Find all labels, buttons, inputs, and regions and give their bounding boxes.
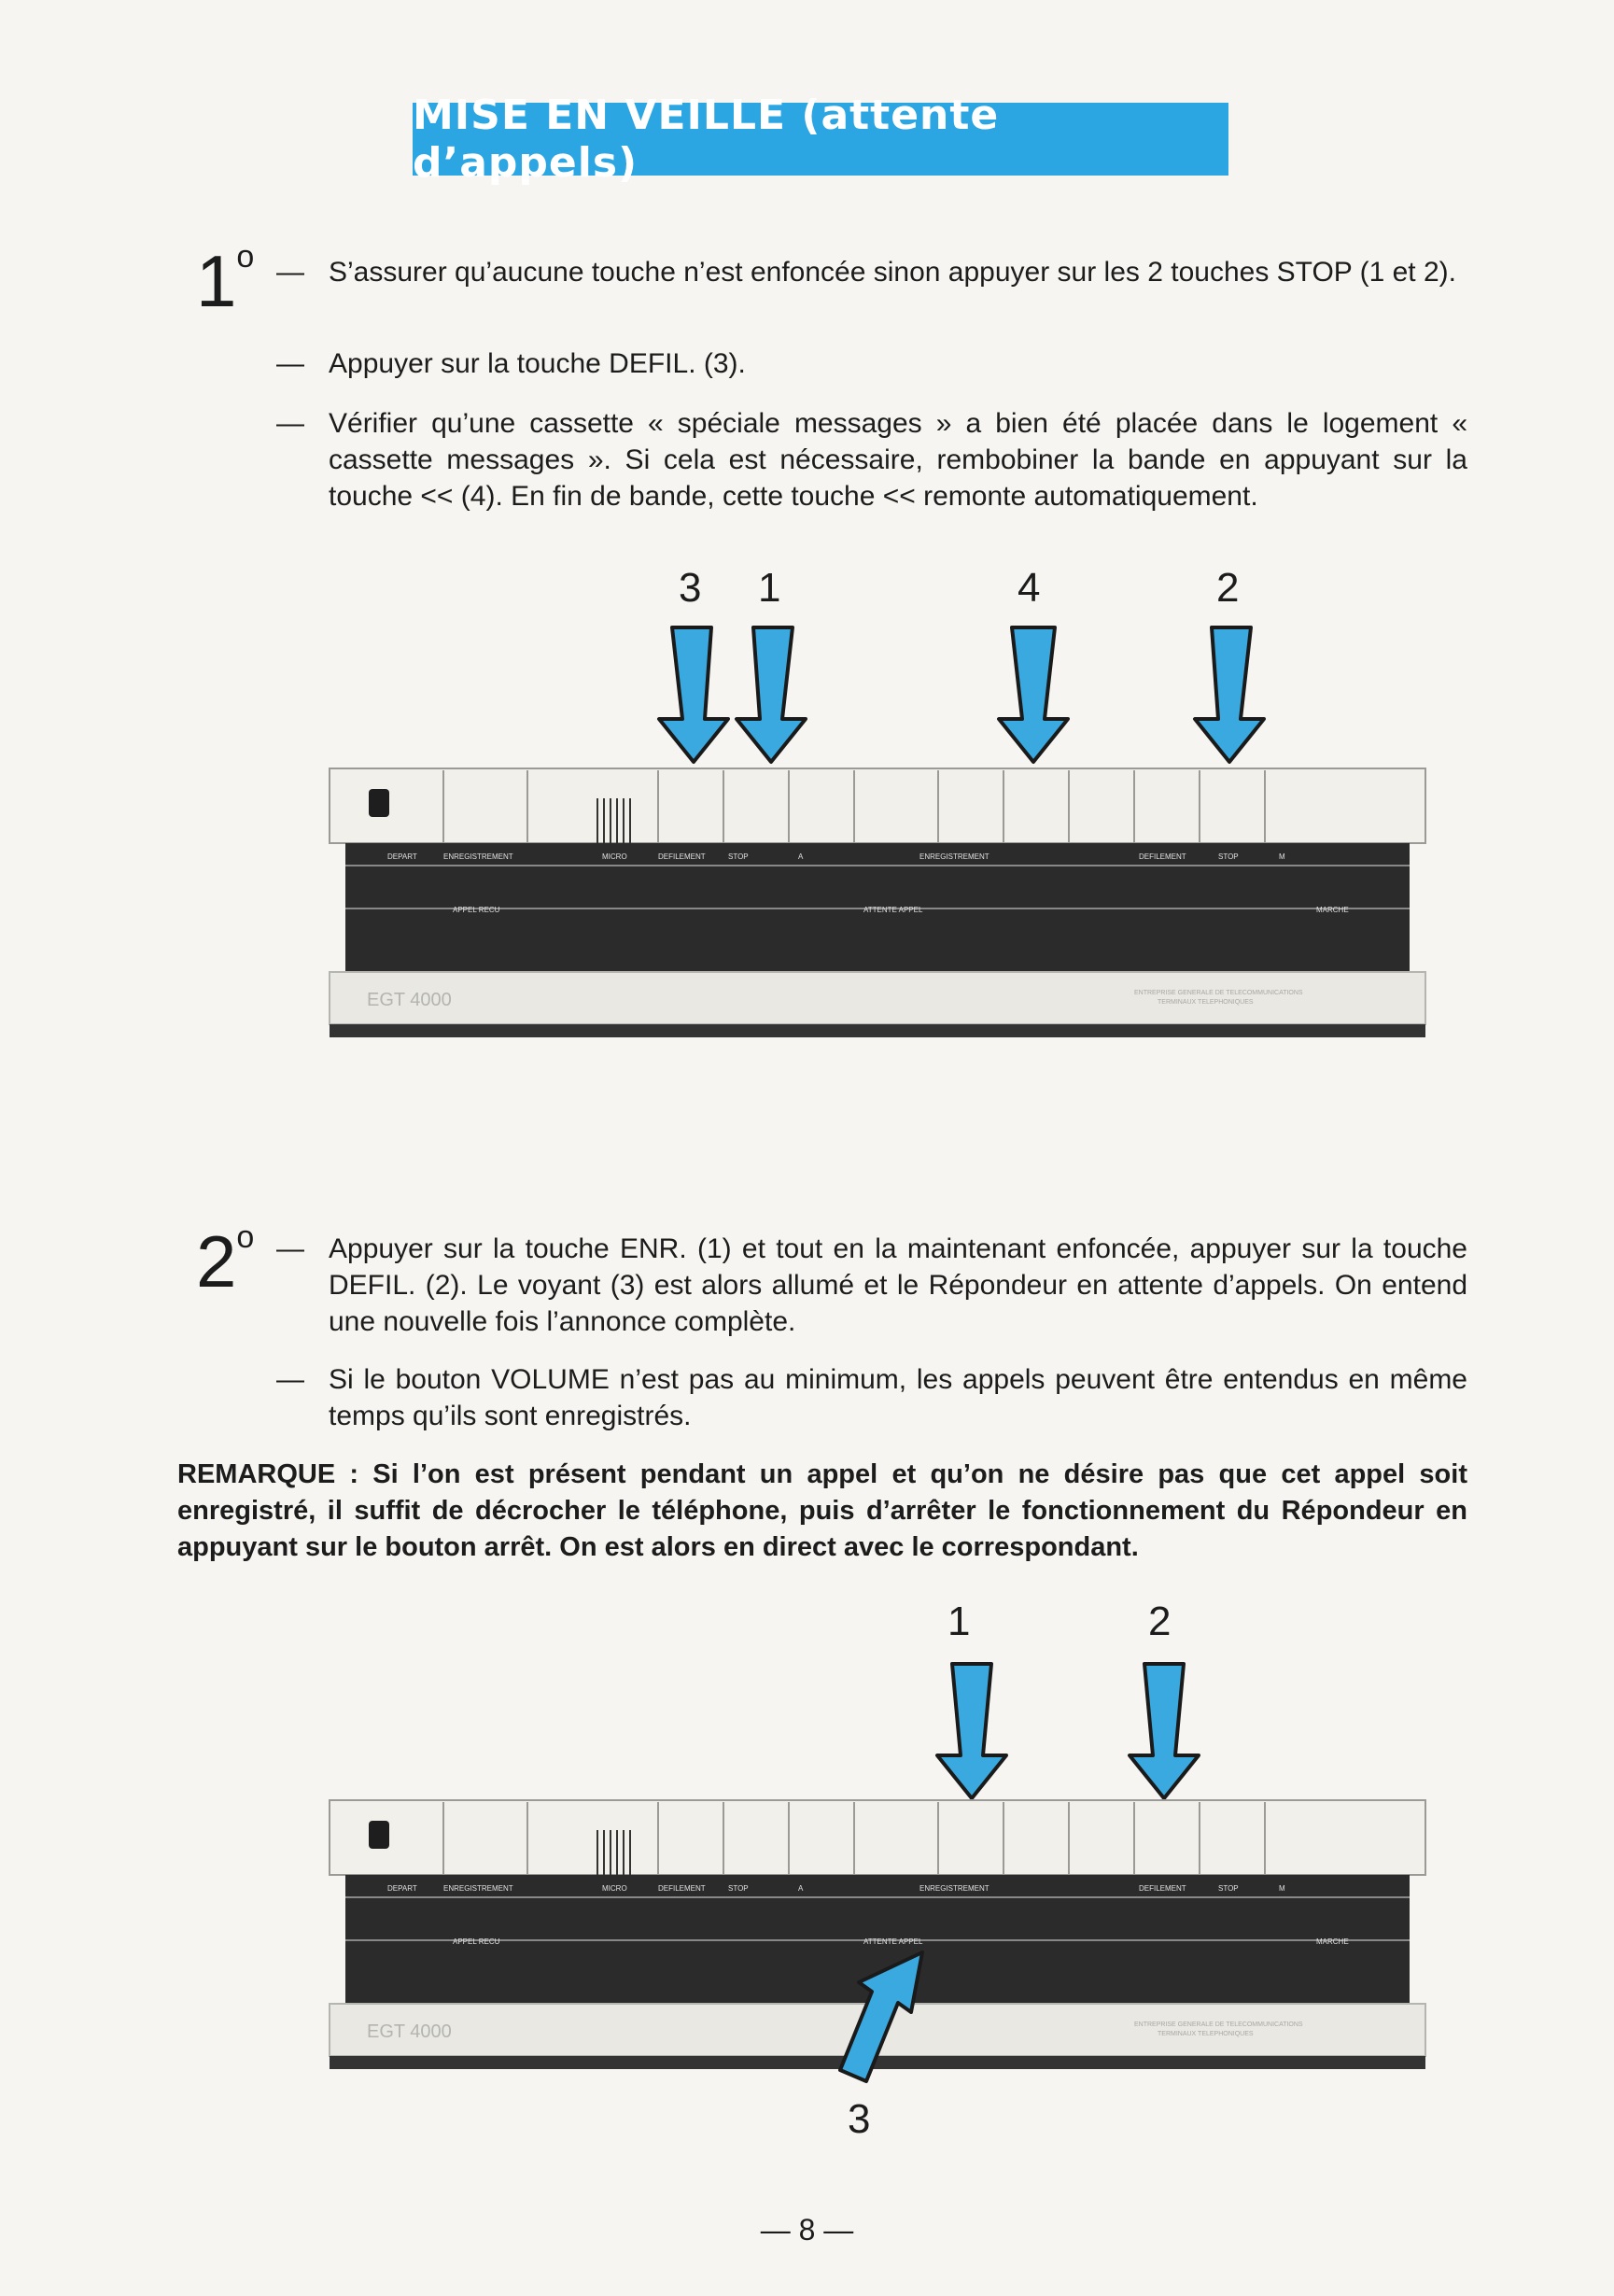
step-2-item-2: — Si le bouton VOLUME n’est pas au minimum, les appels peuvent être entendus en même temps qu’ils sont enregistrés. — [276, 1364, 1467, 1431]
device-label-enregistrement-2: ENREGISTREMENT — [919, 852, 989, 861]
device-label-m: M — [1279, 852, 1285, 861]
down-arrow-icon — [1124, 1662, 1204, 1802]
step-2-item-1: — Appuyer sur la touche ENR. (1) et tout en la maintenant enfoncée, appuyer sur la touche DEFIL. (2). Le voyant (3) est alors allumé et le Répondeur en attente d’appels. On entend une nouvelle fois l’annonce complète. — [276, 1233, 1467, 1337]
maker-line-1: ENTREPRISE GENERALE DE TELECOMMUNICATIONS — [1134, 2021, 1303, 2028]
device-label-defilement: DEFILEMENT — [658, 852, 706, 861]
down-arrow-icon — [653, 626, 734, 766]
arrow-label-3: 3 — [848, 2096, 871, 2142]
device-label-defilement-2: DEFILEMENT — [1139, 1884, 1186, 1893]
device-label-micro: MICRO — [602, 1884, 627, 1893]
device-label-a: A — [798, 852, 804, 861]
maker-line-2: TERMINAUX TELEPHONIQUES — [1158, 999, 1254, 1006]
device-label-stop-2: STOP — [1218, 852, 1239, 861]
device-label-defilement-2: DEFILEMENT — [1139, 852, 1186, 861]
device-label-stop: STOP — [728, 852, 749, 861]
step-1-item-2: — Appuyer sur la touche DEFIL. (3). — [276, 348, 746, 379]
device-label-depart: DEPART — [387, 1884, 417, 1893]
device-label-stop: STOP — [728, 1884, 749, 1893]
maker-line-2: TERMINAUX TELEPHONIQUES — [1158, 2031, 1254, 2037]
arrow-label-3: 3 — [679, 565, 702, 611]
device-label-appel-recu: APPEL RECU — [453, 1937, 500, 1946]
arrow-label-2: 2 — [1148, 1599, 1172, 1644]
device-label-appel-recu: APPEL RECU — [453, 906, 500, 914]
page-number: — 8 — — [760, 2213, 854, 2247]
arrow-label-4: 4 — [1018, 565, 1041, 611]
device-label-marche: MARCHE — [1316, 1937, 1349, 1946]
device-label-a: A — [798, 1884, 804, 1893]
step-1-item-1: — S’assurer qu’aucune touche n’est enfoncée sinon appuyer sur les 2 touches STOP (1 et 2). — [276, 257, 1456, 288]
arrow-label-2: 2 — [1216, 565, 1240, 611]
down-arrow-icon — [993, 626, 1074, 766]
device-label-enregistrement: ENREGISTREMENT — [443, 1884, 513, 1893]
step-1-item-3: — Vérifier qu’une cassette « spéciale messages » a bien été placée dans le logement « cassette messages ». Si cela est nécessaire, rembobiner la bande en appuyant sur la touche << (4). En fin de bande, cette touche << remonte automatiquement. — [276, 408, 1467, 512]
down-arrow-icon — [731, 626, 811, 766]
arrow-label-1: 1 — [758, 565, 781, 611]
remark-paragraph: REMARQUE : Si l’on est présent pendant un appel et qu’on ne désire pas que cet appel soit enregistré, il suffit de décrocher le téléphone, puis d’arrêter le fonctionnement du Répondeur en appuyant sur le bouton arrêt. On est alors en direct avec le correspondant. — [177, 1459, 1467, 1562]
device-label-attente-appel: ATTENTE APPEL — [863, 906, 923, 914]
maker-line-1: ENTREPRISE GENERALE DE TELECOMMUNICATIONS — [1134, 990, 1303, 996]
up-arrow-icon — [821, 1947, 933, 2087]
device-label-enregistrement-2: ENREGISTREMENT — [919, 1884, 989, 1893]
down-arrow-icon — [1189, 626, 1270, 766]
brand-logo: EGT 4000 — [367, 2021, 452, 2042]
device-label-micro: MICRO — [602, 852, 627, 861]
device-label-defilement: DEFILEMENT — [658, 1884, 706, 1893]
answering-machine-illustration — [322, 761, 1433, 1050]
page-title: MISE EN VEILLE (attente d’appels) — [413, 103, 1228, 176]
device-label-enregistrement: ENREGISTREMENT — [443, 852, 513, 861]
step-2-number: 2$^o$ — [196, 1219, 255, 1303]
down-arrow-icon — [932, 1662, 1012, 1802]
device-label-attente-appel: ATTENTE APPEL — [863, 1937, 923, 1946]
device-label-stop-2: STOP — [1218, 1884, 1239, 1893]
device-label-m: M — [1279, 1884, 1285, 1893]
step-1-number: 1$^o$ — [196, 239, 255, 322]
device-label-depart: DEPART — [387, 852, 417, 861]
device-label-marche: MARCHE — [1316, 906, 1349, 914]
arrow-label-1: 1 — [947, 1599, 971, 1644]
brand-logo: EGT 4000 — [367, 990, 452, 1010]
